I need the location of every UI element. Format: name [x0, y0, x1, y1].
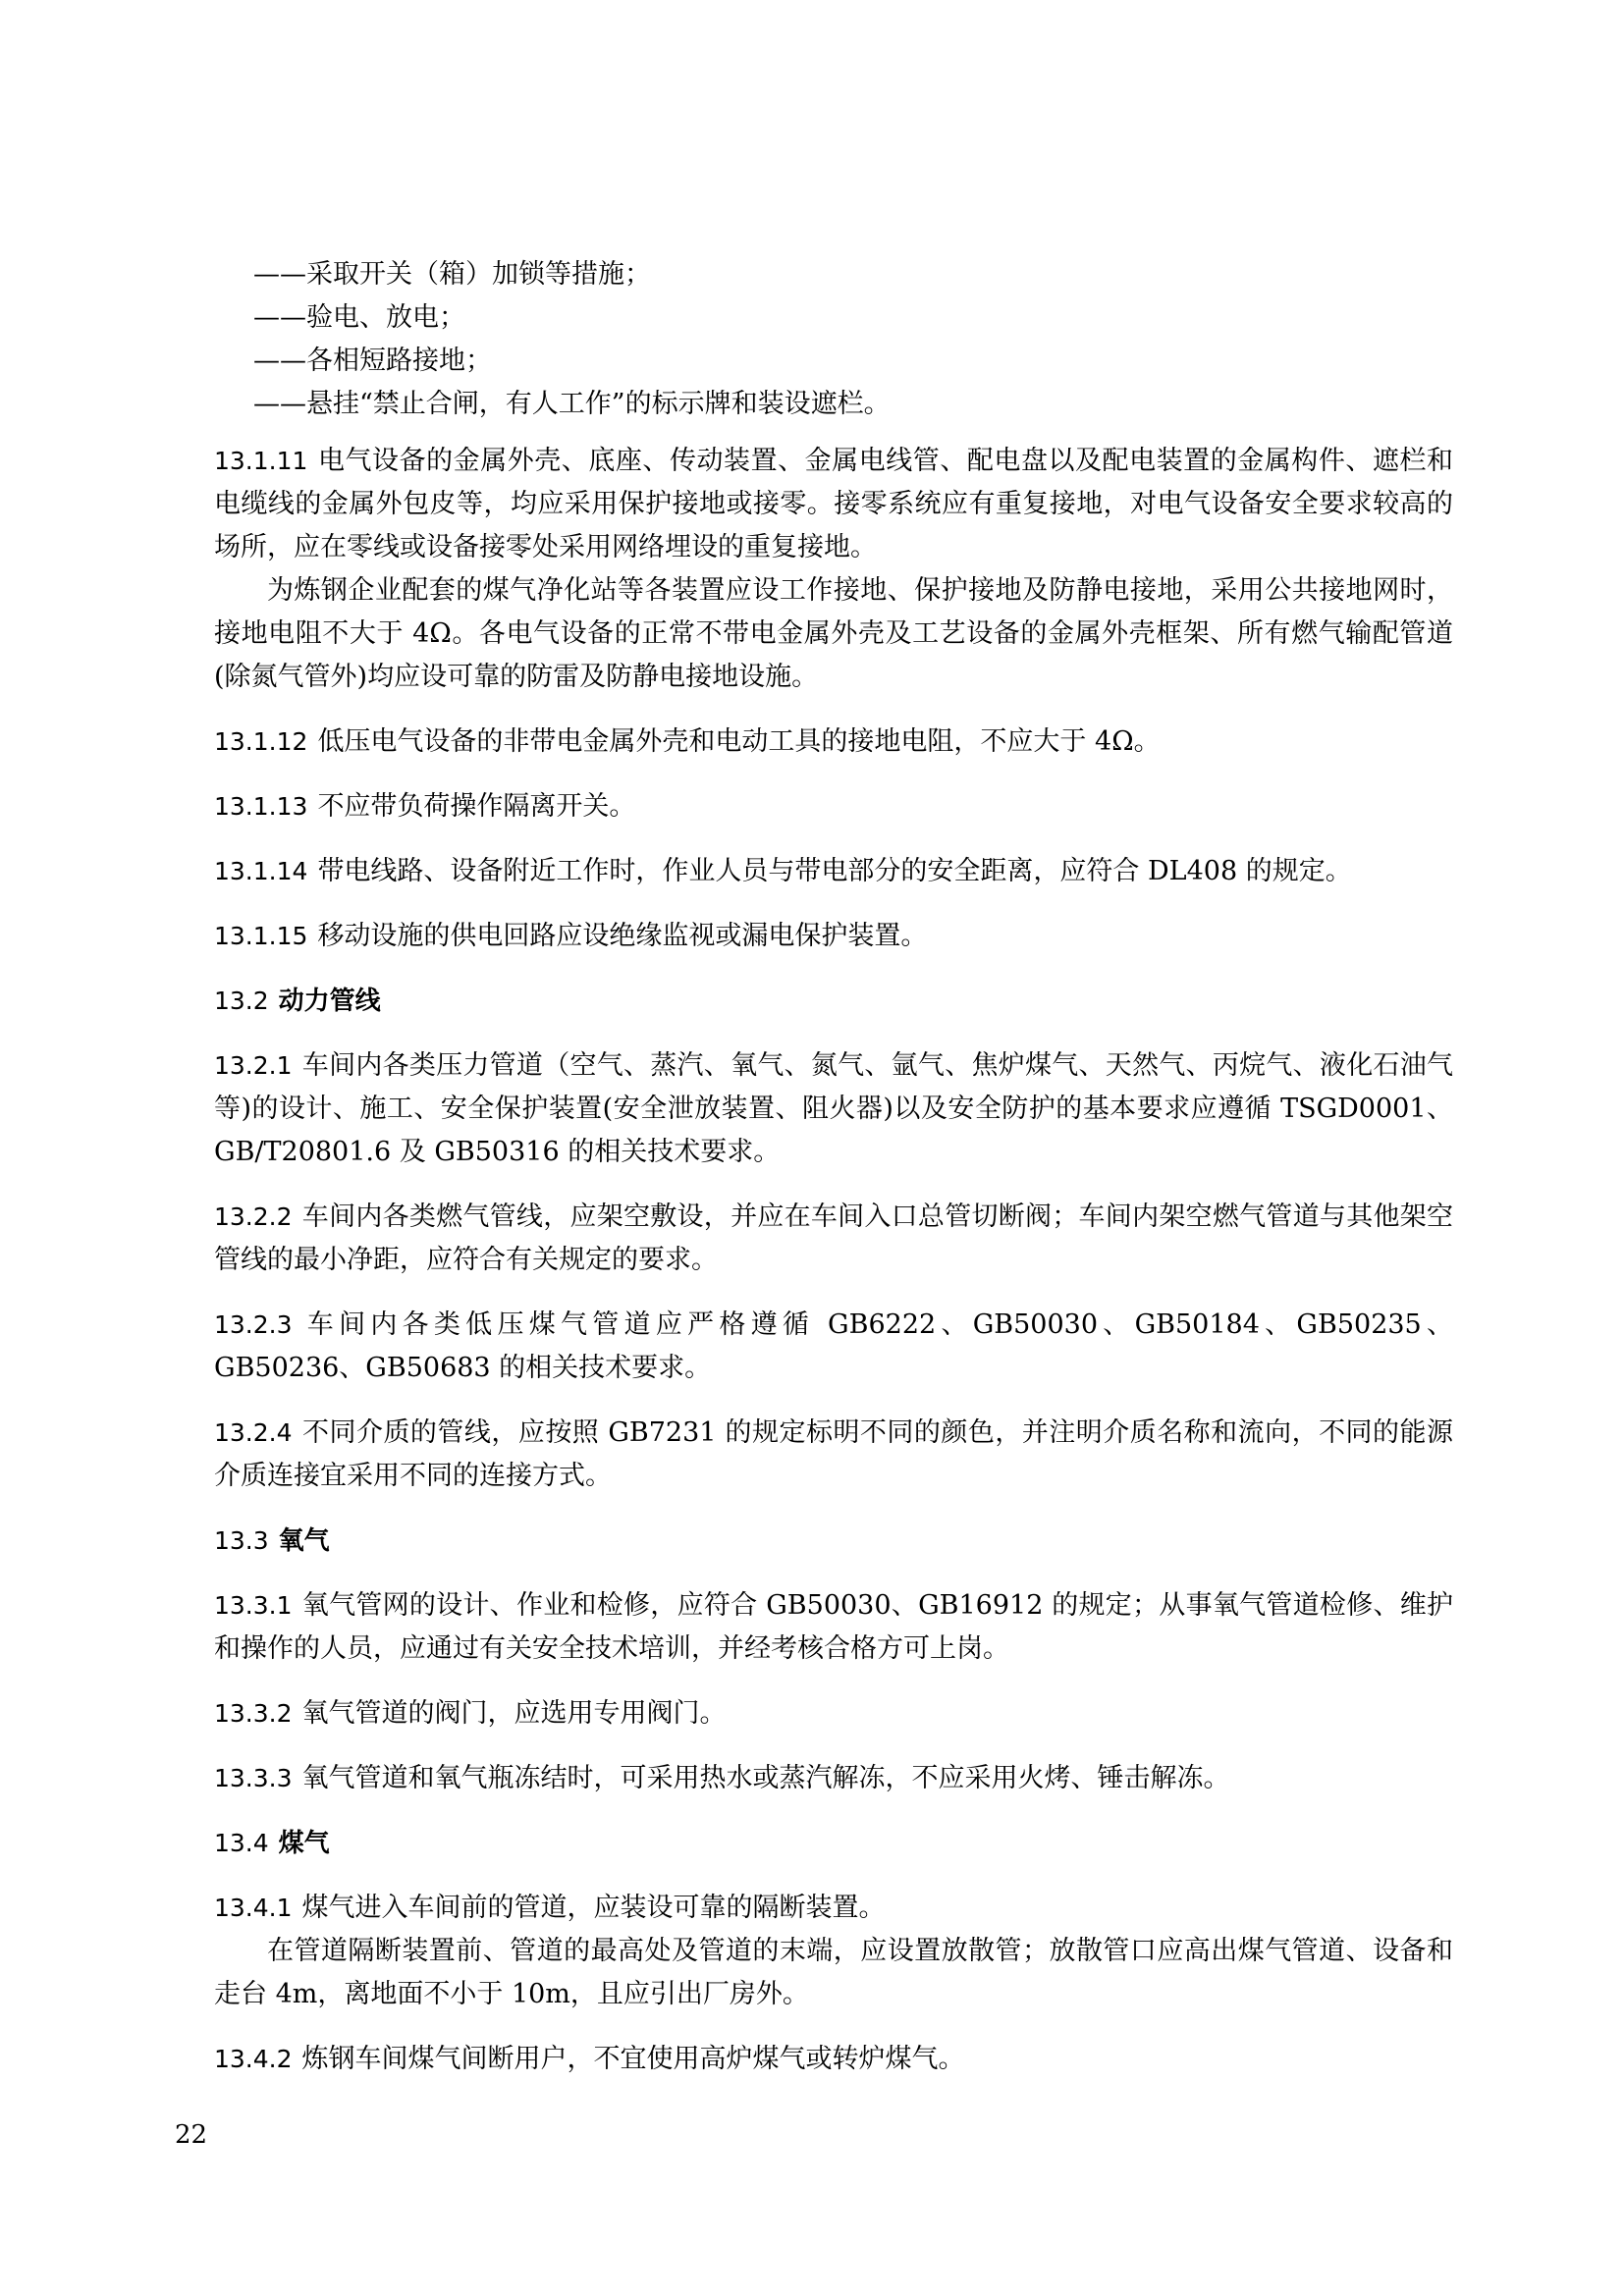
clause-number: 13.2.2 [214, 1202, 293, 1231]
clause-13-1-11 [214, 440, 1453, 569]
clause-13-2-4 [214, 1412, 1453, 1498]
clause-text: 移动设施的供电回路应设绝缘监视或漏电保护装置。 [317, 921, 928, 951]
clause-13-1-15 [214, 915, 1453, 958]
list-item: ——悬挂“禁止合闸，有人工作”的标示牌和装设遮栏。 [253, 389, 891, 419]
clause-number: 13.2.4 [214, 1418, 293, 1447]
clause-text: 在管道隔断装置前、管道的最高处及管道的末端，应设置放散管；放散管口应高出煤气管道、设备和走台 4m，离地面不小于 10m，且应引出厂房外。 [214, 1936, 1453, 2009]
clause-13-1-14 [214, 850, 1453, 893]
clause-number: 13.1.13 [214, 792, 308, 821]
clause-number: 13.4.1 [214, 1894, 293, 1922]
clause-continuation [214, 569, 1453, 699]
clause-13-2-1 [214, 1044, 1453, 1174]
list-item: ——各相短路接地； [253, 346, 492, 376]
clause-number: 13.3.2 [214, 1699, 293, 1728]
clause-continuation [214, 1930, 1453, 2016]
clause-text: 带电线路、设备附近工作时，作业人员与带电部分的安全距离，应符合 DL408 的规定。 [317, 856, 1352, 886]
clause-text: 电气设备的金属外壳、底座、传动装置、金属电线管、配电盘以及配电装置的金属构件、遮栏和电缆线的金属外包皮等，均应采用保护接地或接零。接零系统应有重复接地，对电气设备安全要求较高的场所，应在零线或设备接零处采用网络埋设的重复接地。 [214, 446, 1453, 562]
clause-13-3-3 [214, 1757, 1453, 1800]
section-heading-13-3 [214, 1520, 1453, 1563]
clause-number: 13.1.12 [214, 727, 308, 756]
section-number: 13.3 [214, 1526, 269, 1555]
clause-13-3-1 [214, 1584, 1453, 1671]
section-heading-13-4 [214, 1822, 1453, 1865]
clause-13-1-12 [214, 721, 1453, 764]
clause-number: 13.1.15 [214, 922, 308, 950]
clause-13-3-2 [214, 1692, 1453, 1735]
section-title: 氧气 [278, 1526, 330, 1556]
clause-number: 13.3.3 [214, 1764, 293, 1792]
clause-number: 13.1.14 [214, 857, 308, 885]
clause-13-4-2 [214, 2038, 1453, 2081]
section-heading-13-2 [214, 980, 1453, 1023]
section-title: 煤气 [278, 1829, 330, 1858]
clause-text: 炼钢车间煤气间断用户，不宜使用高炉煤气或转炉煤气。 [301, 2044, 965, 2074]
clause-text: 车间内各类燃气管线，应架空敷设，并应在车间入口总管切断阀；车间内架空燃气管道与其他架空管线的最小净距，应符合有关规定的要求。 [214, 1201, 1453, 1275]
section-number: 13.4 [214, 1829, 269, 1857]
clause-13-2-2 [214, 1196, 1453, 1282]
clause-text: 车间内各类低压煤气管道应严格遵循 GB6222、GB50030、GB50184、GB50235、GB50236、GB50683 的相关技术要求。 [214, 1309, 1453, 1383]
clause-text: 不同介质的管线，应按照 GB7231 的规定标明不同的颜色，并注明介质名称和流向，不同的能源介质连接宜采用不同的连接方式。 [214, 1417, 1453, 1491]
clause-text: 不应带负荷操作隔离开关。 [317, 791, 636, 822]
list-item: ——验电、放电； [253, 302, 465, 333]
clause-text: 车间内各类压力管道（空气、蒸汽、氧气、氮气、氩气、焦炉煤气、天然气、丙烷气、液化石油气等)的设计、施工、安全保护装置(安全泄放装置、阻火器)以及安全防护的基本要求应遵循 TSGD0001、GB/T20801.6 及 GB50316 的相关技术要求。 [214, 1050, 1453, 1167]
page-content [214, 253, 1453, 2081]
clause-text: 低压电气设备的非带电金属外壳和电动工具的接地电阻，不应大于 4Ω。 [317, 726, 1161, 757]
clause-number: 13.1.11 [214, 447, 308, 475]
clause-text: 氧气管网的设计、作业和检修，应符合 GB50030、GB16912 的规定；从事氧气管道检修、维护和操作的人员，应通过有关安全技术培训，并经考核合格方可上岗。 [214, 1590, 1453, 1664]
clause-text: 氧气管道和氧气瓶冻结时，可采用热水或蒸汽解冻，不应采用火烤、锤击解冻。 [301, 1763, 1230, 1793]
clause-number: 13.3.1 [214, 1591, 293, 1620]
page-number: 22 [175, 2120, 208, 2150]
clause-text: 氧气管道的阀门，应选用专用阀门。 [301, 1698, 727, 1729]
clause-number: 13.2.1 [214, 1051, 293, 1080]
section-title: 动力管线 [278, 987, 381, 1016]
clause-13-1-13 [214, 785, 1453, 828]
section-number: 13.2 [214, 987, 269, 1015]
clause-text: 煤气进入车间前的管道，应装设可靠的隔断装置。 [301, 1893, 886, 1923]
list-item: ——采取开关（箱）加锁等措施； [253, 259, 651, 290]
clause-number: 13.4.2 [214, 2045, 293, 2073]
clause-number: 13.2.3 [214, 1310, 293, 1339]
clause-13-4-1 [214, 1887, 1453, 1930]
clause-text: 为炼钢企业配套的煤气净化站等各装置应设工作接地、保护接地及防静电接地，采用公共接地网时，接地电阻不大于 4Ω。各电气设备的正常不带电金属外壳及工艺设备的金属外壳框架、所有燃气输配管道(除氮气管外)均应设可靠的防雷及防静电接地设施。 [214, 575, 1453, 692]
clause-13-2-3 [214, 1304, 1453, 1390]
